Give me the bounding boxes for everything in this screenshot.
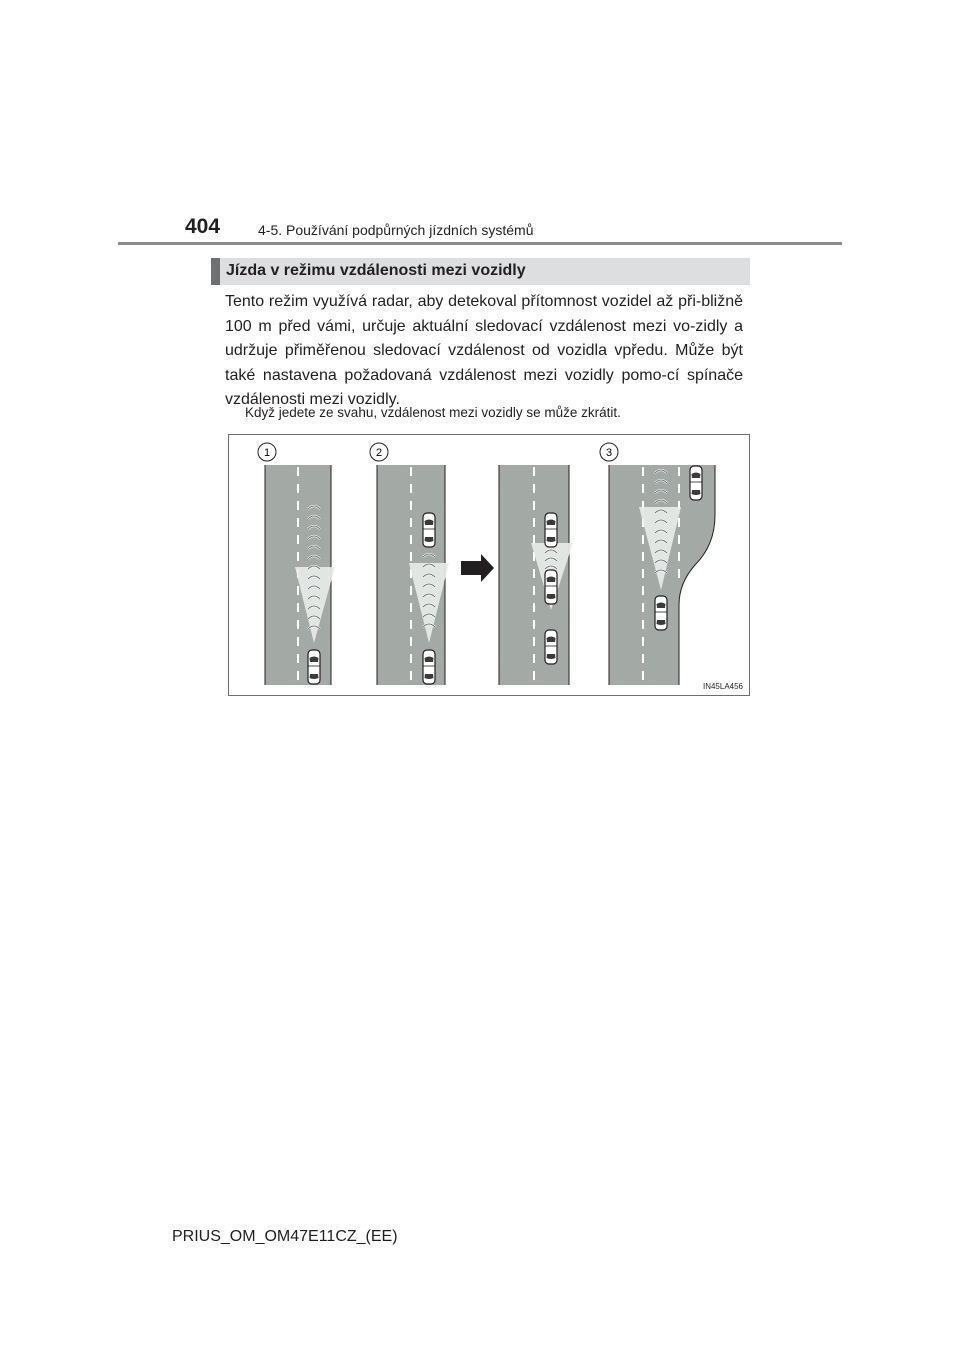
- body-paragraph: Tento režim využívá radar, aby detekoval přítomnost vozidel až při-bližně 100 m před vámi, určuje aktuální sledovací vzdálenost mezi vo-zidly a udržuje přiměřenou sledovací vzdálenost od vozidla vpředu. Může být také nastavena požadovaná vzdálenost mezi vozidly pomo-cí spínače vzdálenosti mezi vozidly.: [225, 293, 743, 408]
- header-rule: [118, 242, 842, 245]
- note-text: Když jedete ze svahu, vzdálenost mezi vozidly se může zkrátit.: [245, 405, 621, 420]
- scene-label-1: 1: [263, 447, 271, 459]
- transition-arrow: [461, 554, 494, 582]
- scene-label-2: 2: [375, 447, 383, 459]
- illustration: [228, 434, 750, 696]
- page-number: 404: [185, 215, 221, 238]
- section-heading-accent: [211, 258, 220, 285]
- figure-code: IN45LA456: [702, 682, 743, 691]
- scene-label-3: 3: [605, 447, 613, 459]
- scene-1: [258, 443, 335, 685]
- chapter-title: 4-5. Používání podpůrných jízdních systémů: [258, 222, 534, 238]
- scene-2: [370, 443, 449, 685]
- scene-2-result: [499, 465, 573, 685]
- footer-doc-code: PRIUS_OM_OM47E11CZ_(EE): [172, 1228, 398, 1245]
- section-title: Jízda v režimu vzdálenosti mezi vozidly: [226, 262, 526, 279]
- illustration-drawing: [229, 435, 749, 695]
- scene-3: [600, 443, 715, 685]
